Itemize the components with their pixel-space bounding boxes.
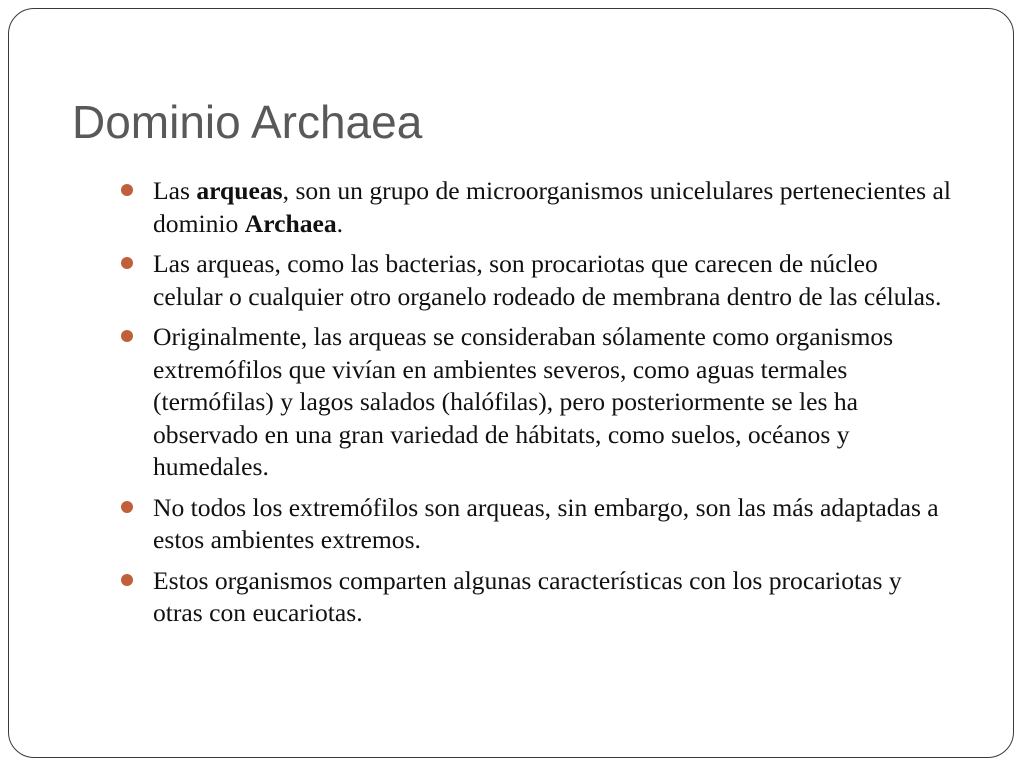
bullet-text: [153, 493, 939, 555]
bullet-text: [153, 322, 893, 481]
bullet-text-segment: Las arqueas, como las bacterias, son procariotas que carecen de núcleo celular o cualquier otro organelo rodeado de membrana dentro de las células.: [153, 249, 942, 311]
bullet-dot-icon: [121, 330, 133, 342]
bullet-text: [153, 249, 941, 311]
slide-frame: [8, 8, 1014, 758]
bullet-dot-icon: [121, 501, 133, 513]
bullet-dot-icon: [121, 184, 133, 196]
bullet-item: [121, 248, 951, 313]
bullet-bold-term: arqueas: [196, 176, 283, 205]
bullet-text: [153, 176, 951, 238]
slide-title: Dominio Archaea: [72, 96, 423, 148]
bullet-bold-term: Archaea: [244, 208, 337, 238]
bullet-text-segment: Originalmente, las arqueas se consideraban sólamente como organismos extremófilos que vivían en ambientes severos, como aguas termales (termófilas) y lagos salados (halófilas), pero posteriormente se les ha observado en una gran variedad de hábitats, como suelos, océanos y humedales.: [153, 322, 894, 481]
bullet-item: [121, 321, 951, 484]
bullet-list: [121, 175, 951, 638]
bullet-item: [121, 492, 951, 557]
bullet-dot-icon: [121, 574, 133, 586]
bullet-text-segment: , son un grupo de microorganismos unicelulares pertenecientes al dominio: [153, 176, 951, 238]
bullet-text-segment: Estos organismos comparten algunas características con los procariotas y otras con eucariotas.: [153, 565, 902, 627]
bullet-text-segment: Las: [153, 176, 197, 205]
bullet-text-segment: .: [336, 208, 344, 238]
bullet-dot-icon: [121, 257, 133, 269]
bullet-item: [121, 175, 951, 240]
bullet-item: [121, 565, 951, 630]
bullet-text-segment: No todos los extremófilos son arqueas, sin embargo, son las más adaptadas a estos ambientes extremos.: [153, 492, 939, 554]
bullet-text: [153, 566, 902, 628]
